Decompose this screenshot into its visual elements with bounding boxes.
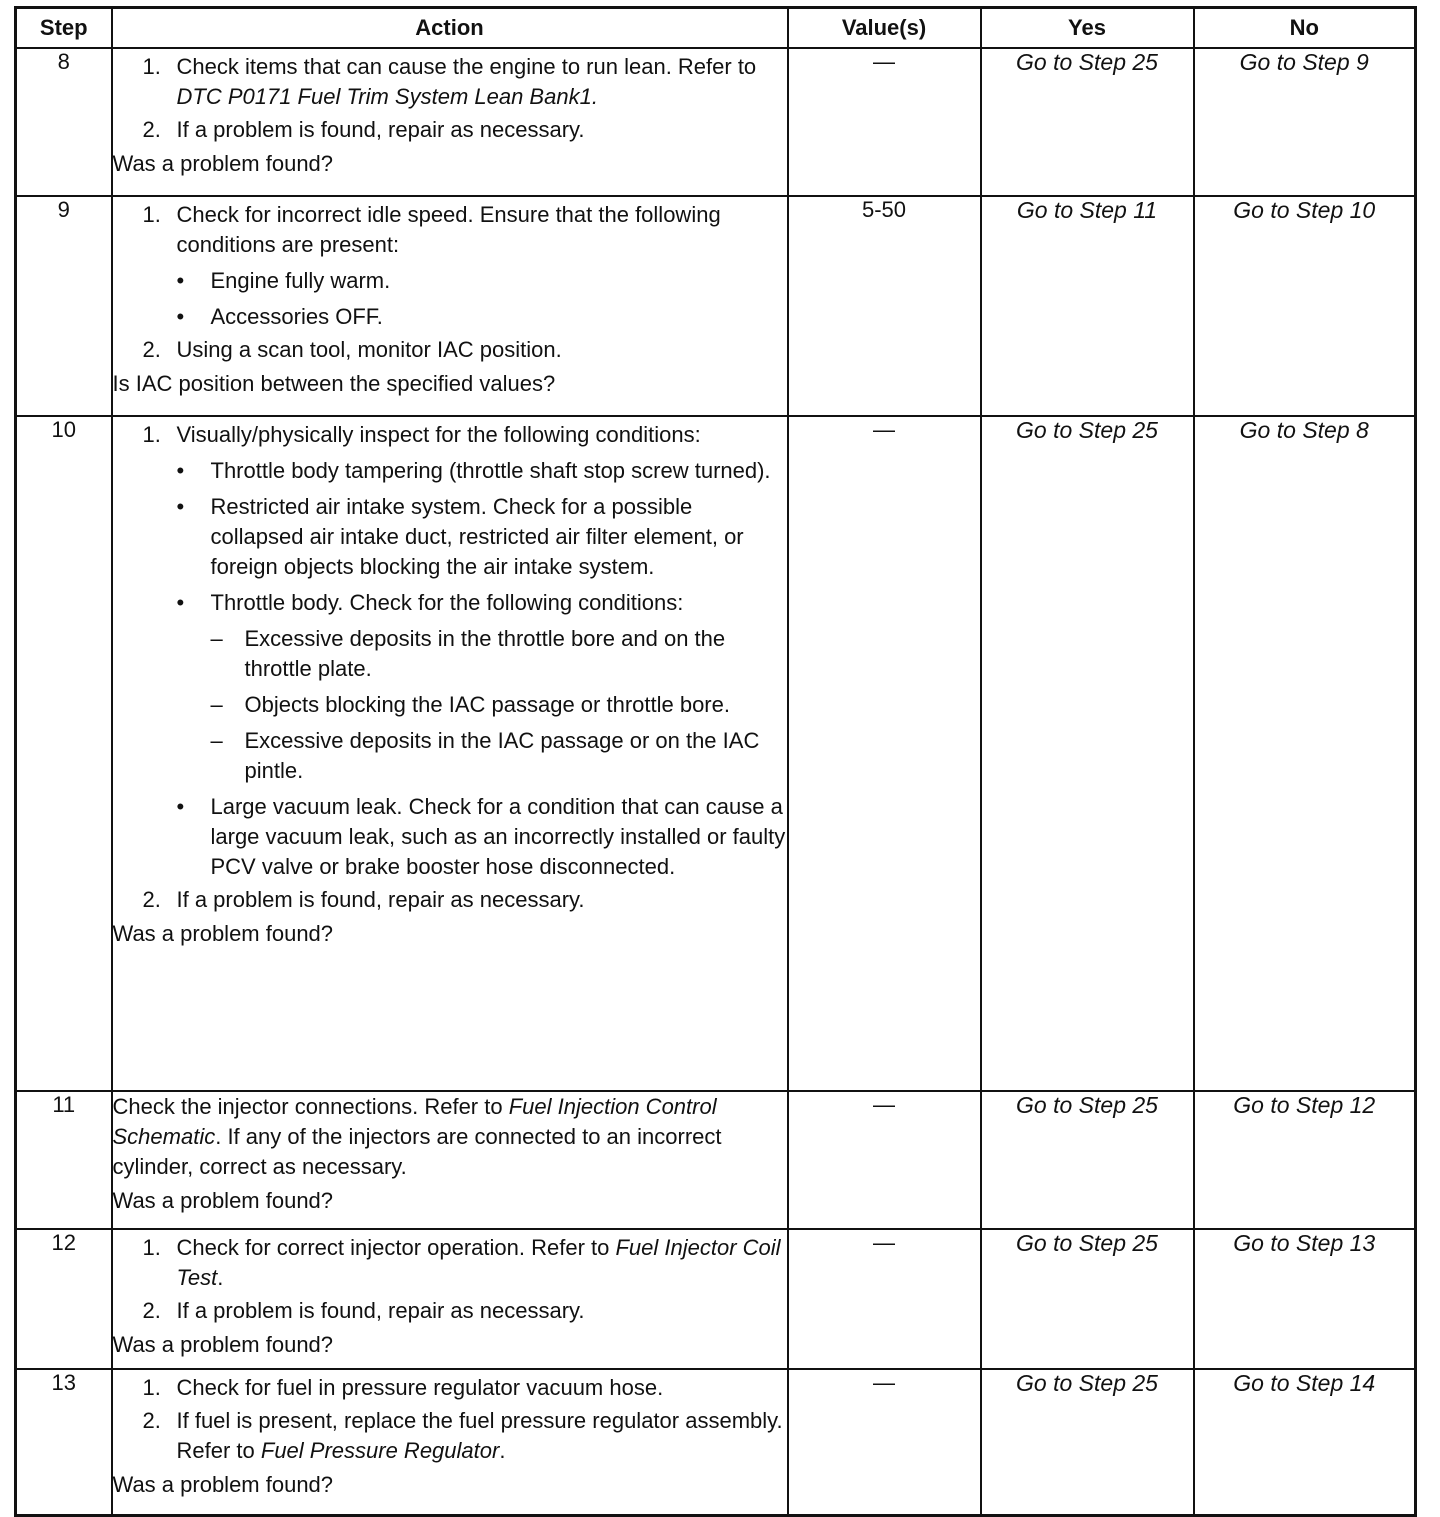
action-question: Was a problem found?: [112, 921, 334, 946]
header-action: Action: [112, 8, 788, 49]
action-cell: 1. Check for fuel in pressure regulator vacuum hose. 2. If fuel is present, replace the fuel pressure regulator assembly. Refer to Fuel Pressure Regulator. Was a problem found?: [112, 1369, 788, 1515]
action-question: Is IAC position between the specified values?: [112, 371, 556, 396]
action-question: Was a problem found?: [112, 151, 334, 176]
action-cell: 1. Check items that can cause the engine to run lean. Refer to DTC P0171 Fuel Trim System Lean Bank1. 2. If a problem is found, repair as necessary. Was a problem found?: [112, 48, 788, 196]
action-text: .: [499, 1438, 506, 1463]
sub-bullet-text: Excessive deposits in the throttle bore and on the throttle plate.: [244, 626, 726, 681]
action-text: Check the injector connections. Refer to: [112, 1094, 509, 1119]
yes-goto[interactable]: Go to Step 25: [981, 1091, 1194, 1229]
header-step: Step: [16, 8, 112, 49]
bullet-text: Throttle body. Check for the following conditions:: [210, 590, 684, 615]
table-row: [16, 416, 1416, 1091]
bullet-text: Restricted air intake system. Check for a possible collapsed air intake duct, restricted air filter element, or foreign objects blocking the air intake system.: [210, 494, 744, 579]
header-yes: Yes: [981, 8, 1194, 49]
table-row: [16, 48, 1416, 196]
action-text: . If any of the injectors are connected to an incorrect cylinder, correct as necessary.: [112, 1124, 722, 1179]
table-row: [16, 1229, 1416, 1369]
value-cell: —: [788, 1091, 981, 1229]
value-cell: 5-50: [788, 196, 981, 416]
bullet-text: Large vacuum leak. Check for a condition that can cause a large vacuum leak, such as an incorrectly installed or faulty PCV valve or brake booster hose disconnected.: [210, 794, 786, 879]
action-cell: 1. Check for correct injector operation. Refer to Fuel Injector Coil Test. 2. If a problem is found, repair as necessary. Was a problem found?: [112, 1229, 788, 1369]
no-goto[interactable]: Go to Step 9: [1194, 48, 1416, 196]
yes-goto[interactable]: Go to Step 25: [981, 48, 1194, 196]
action-text: Check for fuel in pressure regulator vacuum hose.: [176, 1375, 664, 1400]
no-goto[interactable]: Go to Step 13: [1194, 1229, 1416, 1369]
action-text: Using a scan tool, monitor IAC position.: [176, 337, 562, 362]
step-number: 13: [16, 1369, 112, 1515]
value-cell: —: [788, 48, 981, 196]
reference-link[interactable]: Fuel Injection Control Schematic: [112, 1094, 717, 1149]
action-question: Was a problem found?: [112, 1332, 334, 1357]
no-goto[interactable]: Go to Step 10: [1194, 196, 1416, 416]
action-text: Check items that can cause the engine to run lean. Refer to: [176, 54, 757, 79]
table-row: [16, 1091, 1416, 1229]
header-row: [16, 8, 1416, 49]
value-cell: —: [788, 416, 981, 1091]
header-values: Value(s): [788, 8, 981, 49]
value-cell: —: [788, 1229, 981, 1369]
action-cell: 1. Visually/physically inspect for the following conditions: • Throttle body tampering (throttle shaft stop screw turned). • Restricted air intake system. Check for a possible collapsed air intake duct, restricted air filter element, or foreign objects blocking the air intake system. • Throttle body. Check for the following conditions: – Excessive deposits in the throttle bore and on the throttle plate. – Objects blocking the IAC passage or throttle bore. – Excessive deposits in the IAC passage or on the IAC pintle. • Large vacuum leak. Check for a condition that can cause a large vacuum leak, such as an incorrectly installed or faulty PCV valve or brake booster hose disconnected. 2. If a problem is found, repair as necessary. Was a problem found?: [112, 416, 788, 1091]
sub-bullet-text: Objects blocking the IAC passage or throttle bore.: [244, 692, 730, 717]
action-cell: [112, 1091, 788, 1229]
action-text: Visually/physically inspect for the following conditions:: [176, 422, 701, 447]
action-text: Check for incorrect idle speed. Ensure that the following conditions are present:: [176, 202, 721, 257]
action-text: Check for correct injector operation. Refer to: [176, 1235, 616, 1260]
yes-goto[interactable]: Go to Step 11: [981, 196, 1194, 416]
value-cell: —: [788, 1369, 981, 1515]
no-goto[interactable]: Go to Step 14: [1194, 1369, 1416, 1515]
yes-goto[interactable]: Go to Step 25: [981, 1229, 1194, 1369]
step-number: 9: [16, 196, 112, 416]
action-text: .: [217, 1265, 224, 1290]
sub-bullet-text: Excessive deposits in the IAC passage or on the IAC pintle.: [244, 728, 760, 783]
yes-goto[interactable]: Go to Step 25: [981, 416, 1194, 1091]
yes-goto[interactable]: Go to Step 25: [981, 1369, 1194, 1515]
bullet-text: Accessories OFF.: [210, 304, 383, 329]
action-text: If a problem is found, repair as necessary.: [176, 1298, 585, 1323]
action-paragraph: [113, 1092, 787, 1182]
action-question: Was a problem found?: [112, 1188, 334, 1213]
step-number: 10: [16, 416, 112, 1091]
action-cell: 1. Check for incorrect idle speed. Ensure that the following conditions are present: • Engine fully warm. • Accessories OFF. 2. Using a scan tool, monitor IAC position. Is IAC position between the specified values?: [112, 196, 788, 416]
reference-link[interactable]: Fuel Pressure Regulator: [260, 1438, 500, 1463]
action-text: If a problem is found, repair as necessary.: [176, 887, 585, 912]
no-goto[interactable]: Go to Step 8: [1194, 416, 1416, 1091]
no-goto[interactable]: Go to Step 12: [1194, 1091, 1416, 1229]
step-number: 11: [16, 1091, 112, 1229]
bullet-text: Engine fully warm.: [210, 268, 391, 293]
reference-link[interactable]: Fuel Injector Coil Test: [176, 1235, 781, 1290]
bullet-text: Throttle body tampering (throttle shaft stop screw turned).: [210, 458, 771, 483]
reference-link[interactable]: DTC P0171 Fuel Trim System Lean Bank1.: [176, 84, 598, 109]
action-text: If fuel is present, replace the fuel pressure regulator assembly. Refer to: [176, 1408, 783, 1463]
table-row: [16, 196, 1416, 416]
step-number: 8: [16, 48, 112, 196]
step-number: 12: [16, 1229, 112, 1369]
table-row: [16, 1369, 1416, 1515]
header-no: No: [1194, 8, 1416, 49]
action-question: Was a problem found?: [112, 1472, 334, 1497]
diagnostic-table: [14, 6, 1417, 1517]
action-text: If a problem is found, repair as necessary.: [176, 117, 585, 142]
